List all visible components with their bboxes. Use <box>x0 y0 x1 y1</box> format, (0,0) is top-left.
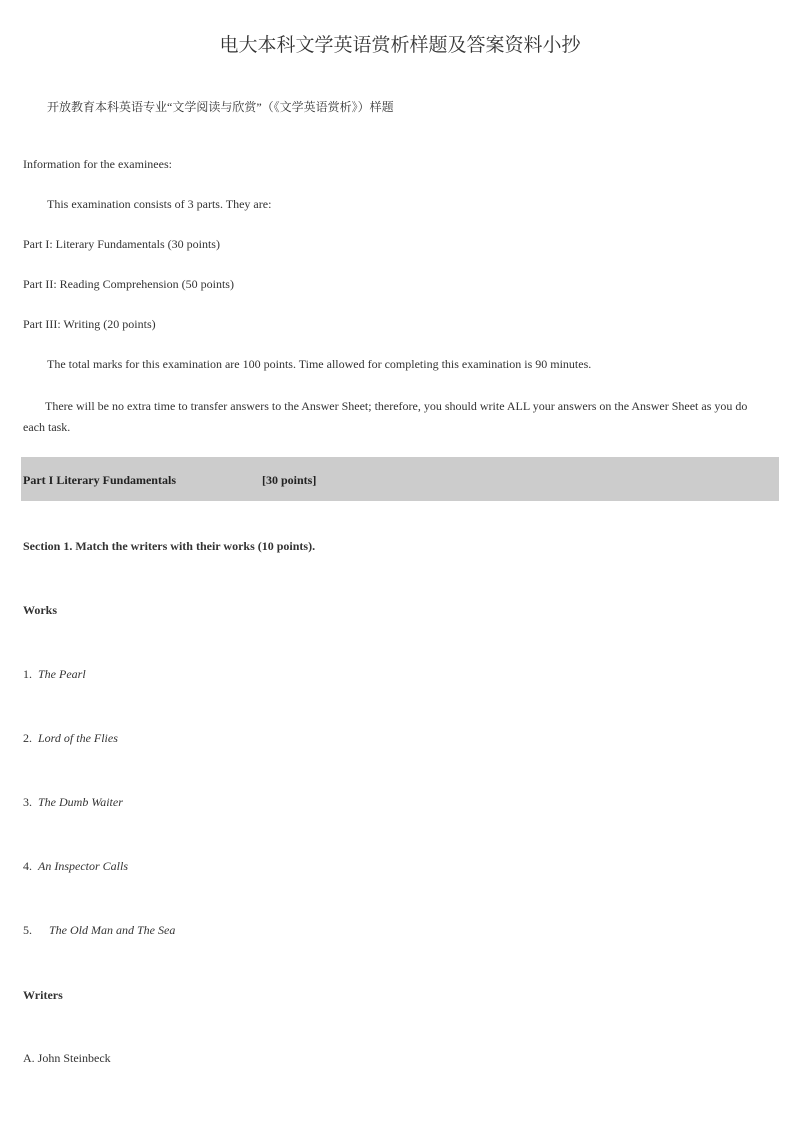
writer-item: A. John Steinbeck <box>23 1051 111 1065</box>
work-title: The Dumb Waiter <box>38 795 123 809</box>
info-heading: Information for the examinees: <box>23 157 172 171</box>
writers-heading: Writers <box>23 988 63 1002</box>
part-points: [30 points] <box>262 473 317 487</box>
work-number: 3. <box>23 795 32 809</box>
work-number: 4. <box>23 859 32 873</box>
work-title: An Inspector Calls <box>38 859 128 873</box>
part-list-item: Part I: Literary Fundamentals (30 points) <box>23 237 220 251</box>
work-number: 5. <box>23 923 32 937</box>
answer-sheet-note: There will be no extra time to transfer answers to the Answer Sheet; therefore, you should write ALL your answers on the Answer Sheet as you do each task. <box>23 399 748 434</box>
work-number: 2. <box>23 731 32 745</box>
work-item <box>23 923 175 938</box>
part-title: Part I Literary Fundamentals <box>23 473 176 487</box>
work-item <box>23 667 86 682</box>
work-item <box>23 859 128 874</box>
part-list-item: Part II: Reading Comprehension (50 points) <box>23 277 234 291</box>
work-item <box>23 795 123 810</box>
total-marks-text: The total marks for this examination are 100 points. Time allowed for completing this examination is 90 minutes. <box>47 357 592 371</box>
work-title: The Pearl <box>38 667 86 681</box>
work-item <box>23 731 118 746</box>
part-list-item: Part III: Writing (20 points) <box>23 317 156 331</box>
intro-text: This examination consists of 3 parts. They are: <box>47 197 272 211</box>
work-title: Lord of the Flies <box>38 731 118 745</box>
work-title: The Old Man and The Sea <box>49 923 176 937</box>
document-subtitle: 开放教育本科英语专业“文学阅读与欣赏”（《文学英语赏析》）样题 <box>47 100 394 114</box>
document-title: 电大本科文学英语赏析样题及答案资料小抄 <box>219 35 581 56</box>
works-heading: Works <box>23 603 58 617</box>
part-header-band <box>21 457 779 501</box>
work-number: 1. <box>23 667 32 681</box>
section-heading: Section 1. Match the writers with their works (10 points). <box>23 539 316 553</box>
